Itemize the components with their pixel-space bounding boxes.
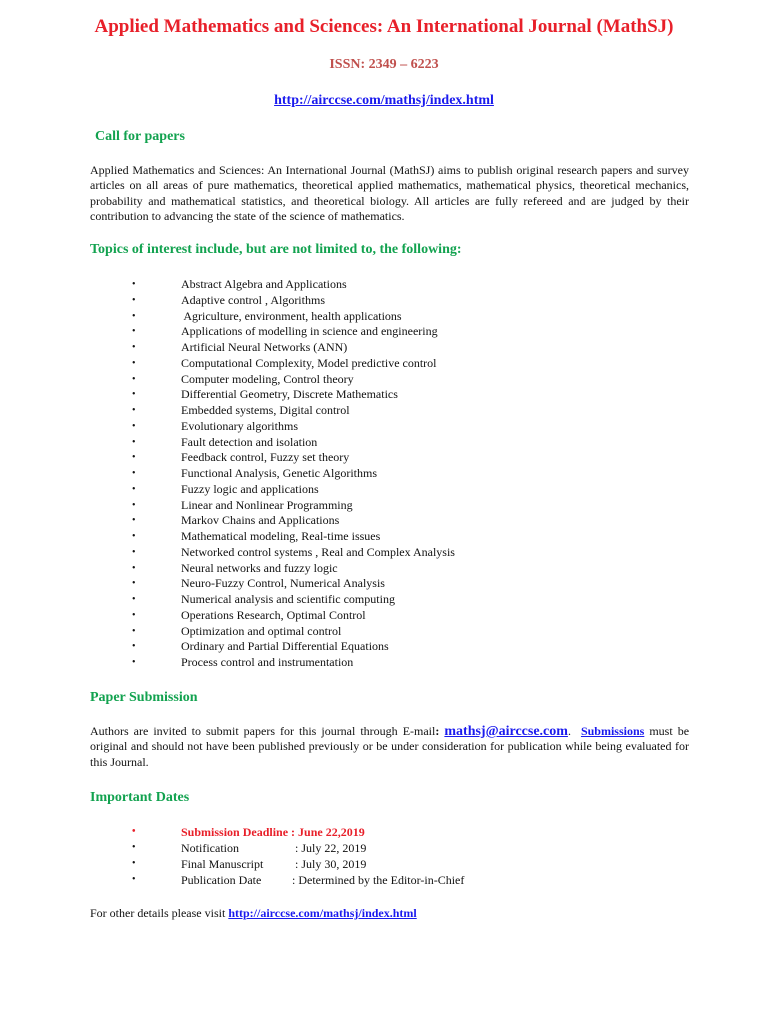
topic-label: Networked control systems , Real and Complex Analysis xyxy=(181,544,455,559)
bullet: • xyxy=(132,373,136,385)
bullet: • xyxy=(132,858,136,869)
topic-label: Abstract Algebra and Applications xyxy=(181,277,347,291)
topic-label: Differential Geometry, Discrete Mathematics xyxy=(181,387,398,402)
issn-number: ISSN: 2349 – 6223 xyxy=(329,57,439,72)
submission-text-before: Authors are invited to submit papers for this journal through E-mail xyxy=(90,724,436,738)
footer-url-link[interactable]: http://airccse.com/mathsj/index.html xyxy=(228,906,417,920)
bullet: • xyxy=(132,657,136,668)
journal-title: Applied Mathematics and Sciences: An International Journal (MathSJ) xyxy=(94,16,674,37)
topic-label: Optimization and optimal control xyxy=(181,623,342,638)
date-value: : Determined by the Editor-in-Chief xyxy=(292,873,465,887)
important-dates-heading: Important Dates xyxy=(90,790,190,805)
topic-label: Agriculture, environment, health applications xyxy=(181,308,402,323)
journal-url-link[interactable]: http://airccse.com/mathsj/index.html xyxy=(274,93,494,108)
date-value: : July 22, 2019 xyxy=(295,841,367,855)
submission-period: . xyxy=(567,724,571,738)
bullet: • xyxy=(132,546,136,558)
submission-colon: : xyxy=(435,724,440,738)
bullet: • xyxy=(132,279,136,290)
bullet: • xyxy=(132,389,136,401)
topic-label: Fault detection and isolation xyxy=(181,434,318,449)
bullet: • xyxy=(132,515,136,527)
bullet: • xyxy=(132,499,136,511)
topics-heading: Topics of interest include, but are not limited to, the following: xyxy=(90,242,462,257)
bullet: • xyxy=(132,578,136,590)
footer-label: For other details please visit xyxy=(90,906,226,920)
bullet: • xyxy=(132,310,136,322)
topic-label: Numerical analysis and scientific computing xyxy=(181,592,395,606)
bullet: • xyxy=(132,483,136,495)
call-for-papers-heading: Call for papers xyxy=(95,129,185,144)
topic-label: Markov Chains and Applications xyxy=(181,513,340,528)
bullet: • xyxy=(132,342,136,353)
topic-label: Operations Research, Optimal Control xyxy=(181,607,366,622)
topic-label: Neural networks and fuzzy logic xyxy=(181,560,338,575)
bullet: • xyxy=(132,842,136,853)
bullet: • xyxy=(132,594,136,605)
topic-label: Artificial Neural Networks (ANN) xyxy=(181,340,348,354)
date-value: : July 30, 2019 xyxy=(295,857,367,871)
bullet: • xyxy=(132,609,136,621)
call-for-papers-text: Applied Mathematics and Sciences: An International Journal (MathSJ) aims to publish original research papers and survey articles on all areas of pure mathematics, theoretical applied mathematics, mathematical physics, theoretical mechanics, probability and mathematical statistics, and theoretical biology. All articles are fully refereed and are judged by their contribution to advancing the state of the science of mathematics. xyxy=(90,163,689,223)
topic-label: Computational Complexity, Model predictive control xyxy=(181,355,437,370)
paper-submission-text xyxy=(90,724,689,770)
submission-email-link[interactable]: mathsj@airccse.com xyxy=(444,724,568,739)
bullet: • xyxy=(132,294,136,306)
topic-label: Functional Analysis, Genetic Algorithms xyxy=(181,466,377,480)
topic-label: Embedded systems, Digital control xyxy=(181,403,350,417)
date-label: Notification xyxy=(181,841,239,855)
topic-label: Mathematical modeling, Real-time issues xyxy=(181,529,381,543)
date-label: Final Manuscript xyxy=(181,857,264,871)
submissions-link[interactable]: Submissions xyxy=(580,724,645,738)
topic-label: Ordinary and Partial Differential Equations xyxy=(181,639,389,654)
bullet: • xyxy=(132,641,136,653)
date-label: Publication Date xyxy=(181,873,262,887)
topic-label: Feedback control, Fuzzy set theory xyxy=(181,450,350,465)
topic-label: Evolutionary algorithms xyxy=(181,418,298,433)
bullet: • xyxy=(132,420,136,432)
bullet: • xyxy=(132,826,136,837)
bullet: • xyxy=(132,405,136,416)
bullet: • xyxy=(132,357,136,369)
bullet: • xyxy=(132,468,136,479)
bullet: • xyxy=(132,562,136,574)
bullet: • xyxy=(132,625,136,637)
bullet: • xyxy=(132,436,136,448)
bullet: • xyxy=(132,531,136,542)
paper-submission-heading: Paper Submission xyxy=(90,690,198,705)
bullet: • xyxy=(132,452,136,464)
footer-text xyxy=(90,906,417,921)
date-label: Submission Deadline : June 22,2019 xyxy=(181,825,365,839)
submission-text-after: must be original and should not have been published previously or be under consideration for publication while being evaluated for this Journal. xyxy=(90,724,690,769)
topic-label: Process control and instrumentation xyxy=(181,655,354,669)
bullet: • xyxy=(132,326,136,338)
bullet: • xyxy=(132,874,136,885)
topic-label: Neuro-Fuzzy Control, Numerical Analysis xyxy=(181,576,385,591)
topic-label: Adaptive control , Algorithms xyxy=(181,292,325,307)
topic-label: Fuzzy logic and applications xyxy=(181,481,319,496)
topic-label: Computer modeling, Control theory xyxy=(181,371,354,386)
topic-label: Applications of modelling in science and engineering xyxy=(181,324,438,339)
topic-label: Linear and Nonlinear Programming xyxy=(181,497,353,512)
journal-url-line xyxy=(0,93,768,109)
